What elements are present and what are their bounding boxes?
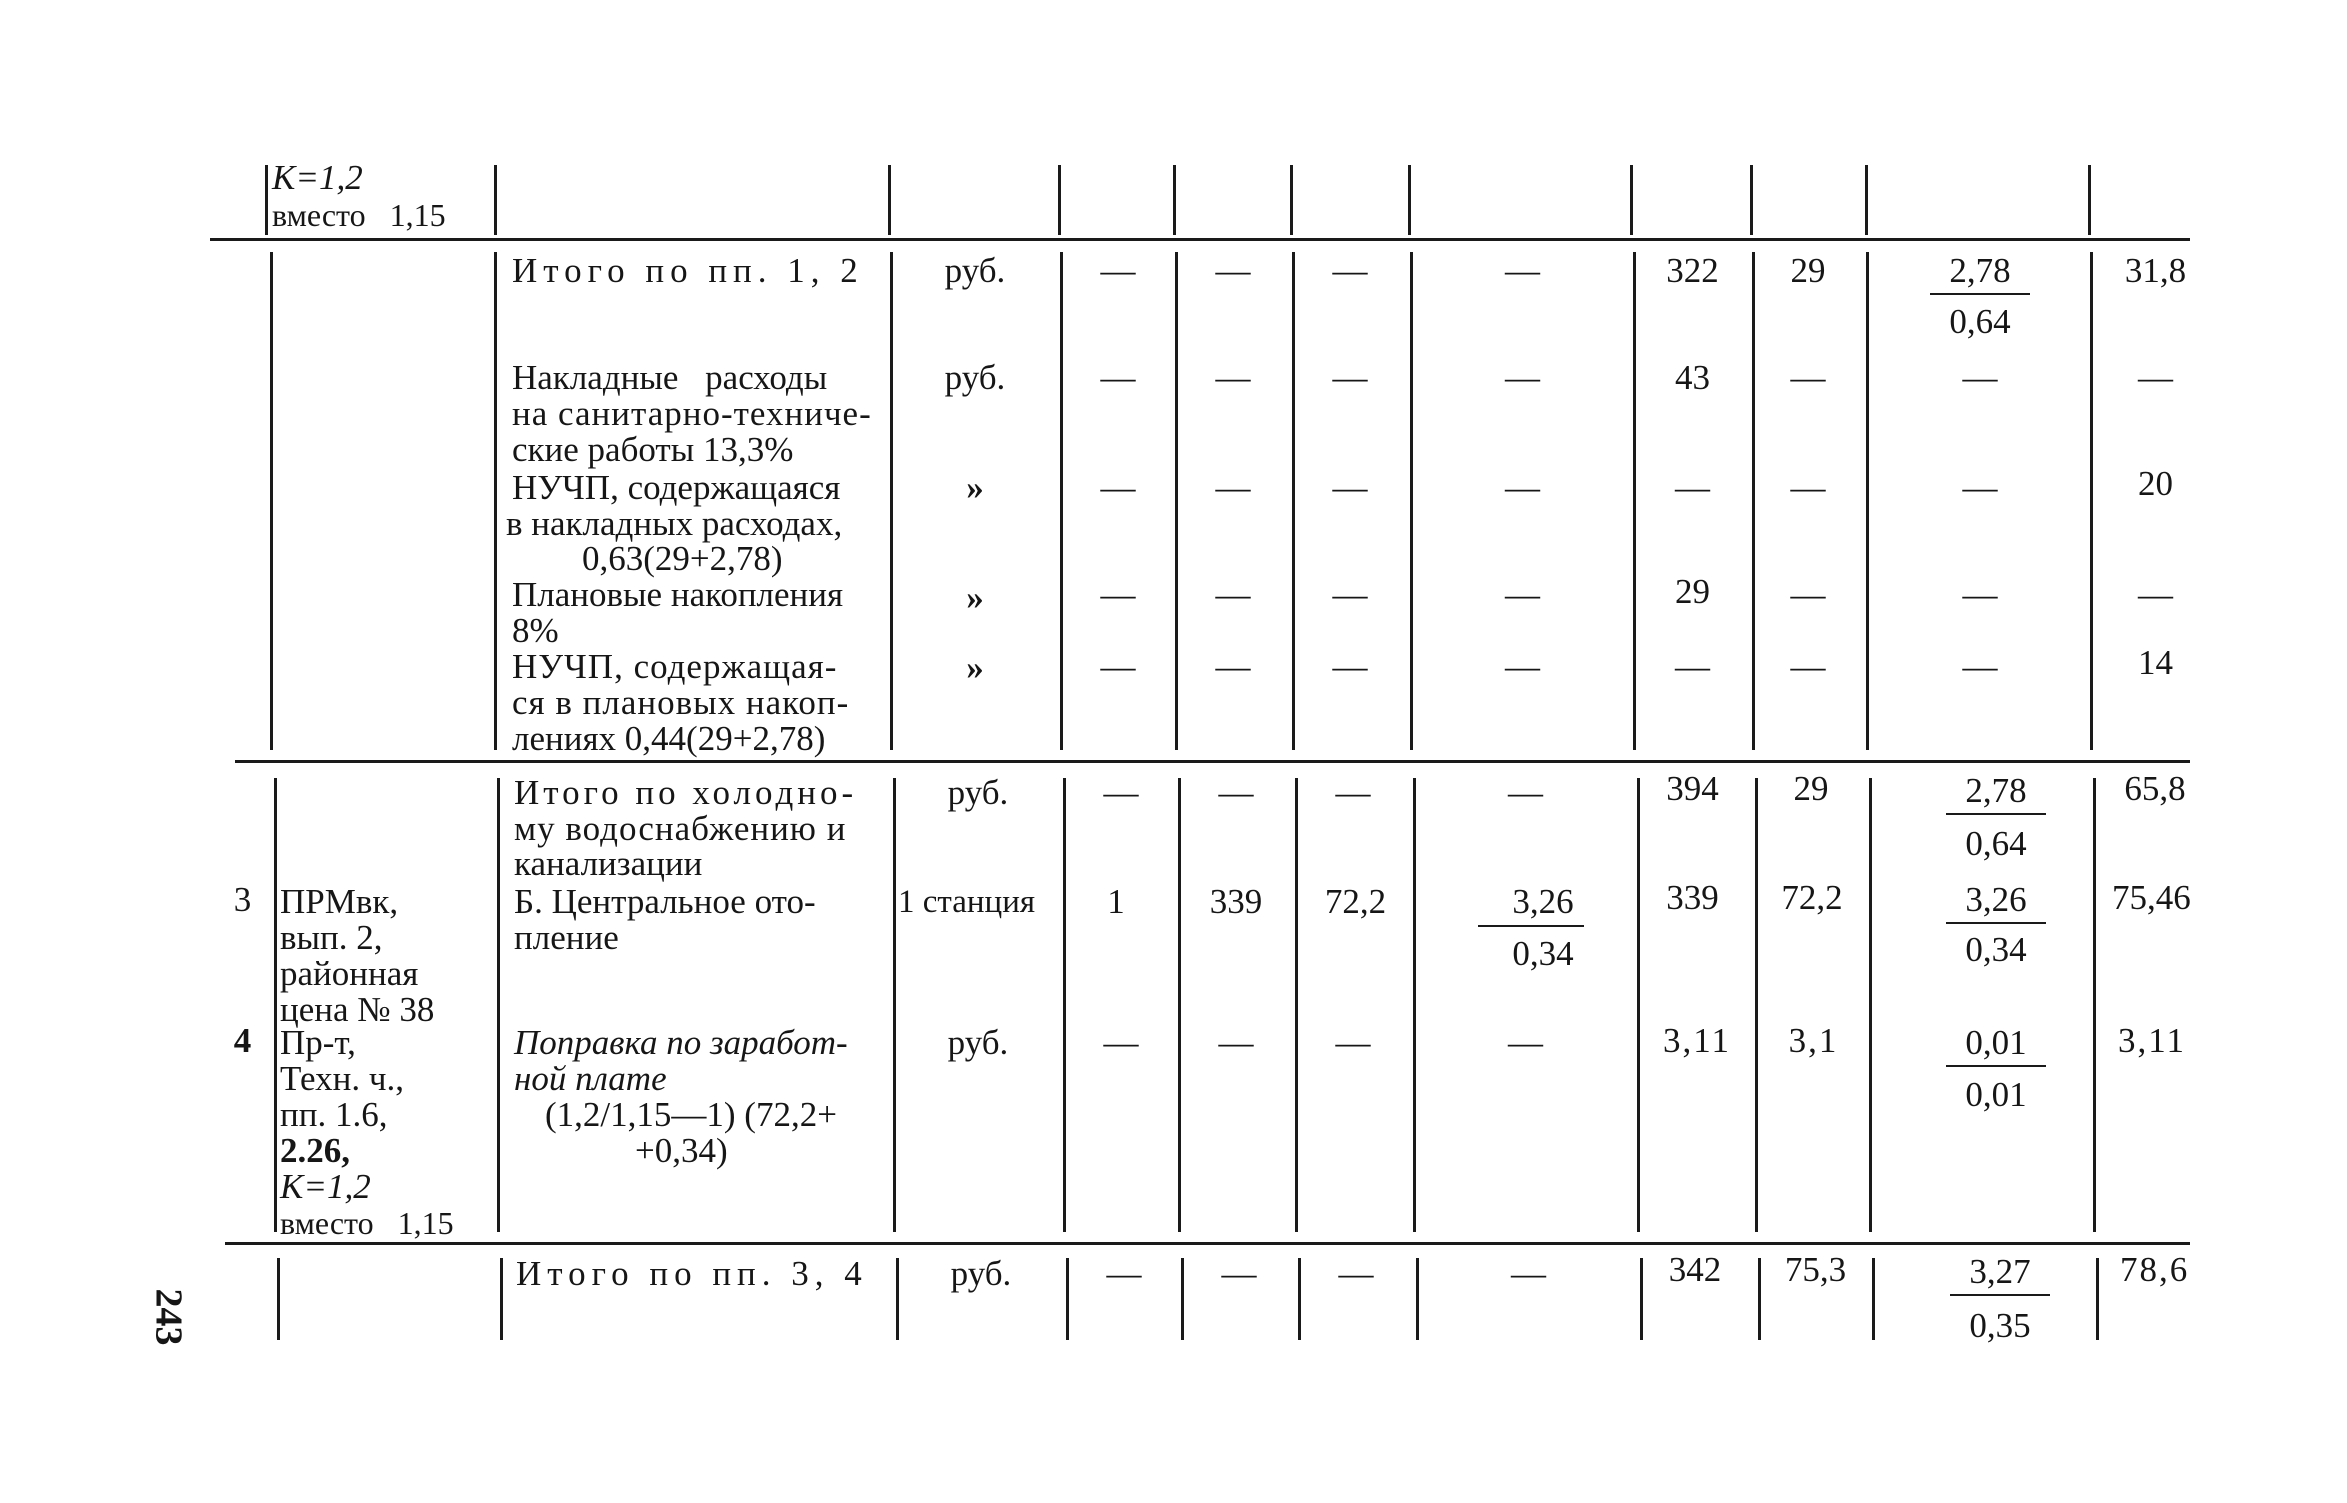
planned-savings-col5: — <box>1100 575 1136 614</box>
planned-savings-line2: 8% <box>512 611 559 650</box>
col-line <box>2093 778 2096 1232</box>
total-1-2-col9: 322 <box>1666 251 1719 290</box>
row4-col11-denominator: 0,01 <box>1965 1075 2027 1114</box>
row3-basis-line4: цена № 38 <box>280 990 435 1029</box>
col-line <box>1066 1258 1069 1340</box>
row4-basis-line3: пп. 1.6, <box>280 1095 388 1134</box>
nuchp-savings-unit: » <box>966 648 984 687</box>
row3-col11-numerator: 3,26 <box>1965 880 2027 919</box>
col-line <box>1295 778 1298 1232</box>
row3-qty: 1 <box>1107 882 1125 921</box>
total-3-4-label: Итого по пп. 3, 4 <box>516 1254 868 1293</box>
total-3-4-col9: 342 <box>1668 1250 1722 1289</box>
nuchp-savings-col6: — <box>1215 647 1251 686</box>
total-1-2-col7: — <box>1332 251 1368 290</box>
page-number: 243 <box>147 1288 190 1346</box>
total-1-2-col10: 29 <box>1790 251 1826 290</box>
row4-name-line1: Поправка по заработ- <box>514 1023 848 1062</box>
overhead-col10: — <box>1790 358 1826 397</box>
water-total-unit: руб. <box>947 773 1009 812</box>
nuchp-savings-line3: лениях 0,44(29+2,78) <box>512 719 826 758</box>
overhead-col11: — <box>1962 358 1998 397</box>
col-line <box>1752 252 1755 750</box>
col-line <box>1872 1258 1875 1340</box>
row4-col9: 3,11 <box>1663 1021 1731 1060</box>
total-3-4-col11-denominator: 0,35 <box>1969 1306 2031 1345</box>
col-line <box>1630 165 1633 235</box>
row4-col8: — <box>1508 1023 1543 1062</box>
col-line <box>1413 778 1416 1232</box>
total-1-2-unit: руб. <box>944 251 1006 290</box>
col-line <box>1063 778 1066 1232</box>
nuchp-savings-col8: — <box>1505 647 1540 686</box>
row3-col6: 339 <box>1209 882 1263 921</box>
total-3-4-col12: 78,6 <box>2120 1250 2190 1289</box>
overhead-col8: — <box>1505 358 1540 397</box>
row4-unit: руб. <box>947 1023 1009 1062</box>
row3-unit: 1 станция <box>898 884 1036 920</box>
row4-col10: 3,1 <box>1788 1021 1839 1060</box>
water-total-col5: — <box>1103 773 1139 812</box>
total-1-2-col12: 31,8 <box>2124 251 2187 290</box>
nuchp-savings-col5: — <box>1100 647 1136 686</box>
col-line <box>494 252 497 750</box>
total-1-2-label: Итого по пп. 1, 2 <box>512 251 864 290</box>
col-line <box>1640 1258 1643 1340</box>
nuchp-savings-col12: 14 <box>2138 643 2173 682</box>
row4-col7: — <box>1335 1023 1371 1062</box>
fraction-bar <box>1946 922 2046 924</box>
col-line <box>888 165 891 235</box>
overhead-col7: — <box>1332 358 1368 397</box>
col-line <box>1869 778 1872 1232</box>
nuchp-overhead-col7: — <box>1332 468 1368 507</box>
col-line <box>896 1258 899 1340</box>
nuchp-overhead-col10: — <box>1790 468 1826 507</box>
water-total-col11-numerator: 2,78 <box>1965 771 2027 810</box>
planned-savings-col9: 29 <box>1675 572 1710 611</box>
planned-savings-col6: — <box>1215 575 1251 614</box>
row3-col11-denominator: 0,34 <box>1965 930 2027 969</box>
col-line <box>1416 1258 1419 1340</box>
row4-basis-line6: вместо 1,15 <box>280 1205 454 1241</box>
row3-col7: 72,2 <box>1324 882 1387 921</box>
water-total-col6: — <box>1218 773 1254 812</box>
nuchp-overhead-col11: — <box>1962 468 1998 507</box>
planned-savings-col8: — <box>1505 575 1540 614</box>
nuchp-savings-line1: НУЧП, содержащая- <box>512 647 838 686</box>
overhead-label-line2: на санитарно-техниче- <box>512 394 872 433</box>
planned-savings-col11: — <box>1962 575 1998 614</box>
overhead-label-line3: ские работы 13,3% <box>512 430 794 469</box>
row3-basis-line1: ПРМвк, <box>280 882 399 921</box>
overhead-col9: 43 <box>1675 358 1710 397</box>
col-line <box>1410 252 1413 750</box>
water-total-col11-denominator: 0,64 <box>1965 824 2027 863</box>
total-1-2-col11-denominator: 0,64 <box>1949 302 2011 341</box>
row3-number: 3 <box>233 880 252 919</box>
nuchp-overhead-line1: НУЧП, содержащаяся <box>512 468 841 507</box>
total-3-4-col6: — <box>1221 1254 1257 1293</box>
planned-savings-col7: — <box>1332 575 1368 614</box>
rule-mid1 <box>235 760 2190 763</box>
total-1-2-col6: — <box>1215 251 1251 290</box>
planned-savings-col12: — <box>2138 575 2173 614</box>
overhead-col6: — <box>1215 358 1251 397</box>
col-line <box>1058 165 1061 235</box>
nuchp-overhead-line2: в накладных расходах, <box>506 504 843 543</box>
col-line <box>274 778 277 1232</box>
carry-k-value: K=1,2 <box>272 158 363 197</box>
row4-col6: — <box>1218 1023 1254 1062</box>
col-line <box>1292 252 1295 750</box>
col-line <box>497 778 500 1232</box>
col-line <box>890 252 893 750</box>
col-line <box>893 778 896 1232</box>
col-line <box>1637 778 1640 1232</box>
col-line <box>1173 165 1176 235</box>
row3-name-line1: Б. Центральное ото- <box>514 882 816 921</box>
rule-top <box>210 238 2190 241</box>
col-line <box>1298 1258 1301 1340</box>
row4-name-line2: ной плате <box>514 1059 667 1098</box>
col-line <box>1755 778 1758 1232</box>
total-3-4-col8: — <box>1511 1254 1546 1293</box>
planned-savings-unit: » <box>966 578 984 617</box>
row3-basis-line2: вып. 2, <box>280 918 383 957</box>
water-total-line1: Итого по холодно- <box>514 773 858 812</box>
fraction-bar <box>1478 925 1584 927</box>
nuchp-overhead-unit: » <box>966 468 984 507</box>
row4-basis-line1: Пр-т, <box>280 1023 356 1062</box>
nuchp-savings-col9: — <box>1675 647 1710 686</box>
col-line <box>1633 252 1636 750</box>
col-line <box>277 1258 280 1340</box>
water-total-col12: 65,8 <box>2124 769 2186 808</box>
row4-name-line4: +0,34) <box>635 1131 728 1170</box>
nuchp-savings-col10: — <box>1790 647 1826 686</box>
water-total-col8: — <box>1508 773 1543 812</box>
fraction-bar <box>1950 1294 2050 1296</box>
nuchp-savings-col11: — <box>1962 647 1998 686</box>
nuchp-overhead-col12: 20 <box>2138 464 2173 503</box>
row4-number: 4 <box>233 1021 252 1060</box>
col-line <box>1408 165 1411 235</box>
total-3-4-unit: руб. <box>950 1254 1012 1293</box>
rule-mid2 <box>225 1242 2190 1245</box>
total-3-4-col10: 75,3 <box>1784 1250 1847 1289</box>
water-total-col9: 394 <box>1666 769 1719 808</box>
col-line <box>1178 778 1181 1232</box>
row3-col12: 75,46 <box>2112 878 2191 917</box>
row4-col11-numerator: 0,01 <box>1965 1023 2027 1062</box>
row4-col5: — <box>1103 1023 1139 1062</box>
row4-basis-line5: K=1,2 <box>280 1167 371 1206</box>
total-1-2-col8: — <box>1505 251 1540 290</box>
nuchp-overhead-col5: — <box>1100 468 1136 507</box>
overhead-unit: руб. <box>944 358 1006 397</box>
col-line <box>2096 1258 2099 1340</box>
col-line <box>1290 165 1293 235</box>
col-line <box>1758 1258 1761 1340</box>
row4-col12: 3,11 <box>2118 1021 2186 1060</box>
overhead-col5: — <box>1100 358 1136 397</box>
total-1-2-col5: — <box>1100 251 1136 290</box>
col-line <box>500 1258 503 1340</box>
row4-name-line3: (1,2/1,15—1) (72,2+ <box>545 1095 837 1134</box>
col-line <box>1181 1258 1184 1340</box>
row3-name-line2: пление <box>514 918 619 957</box>
col-line <box>2088 165 2091 235</box>
water-total-col7: — <box>1335 773 1371 812</box>
nuchp-savings-col7: — <box>1332 647 1368 686</box>
water-total-line3: канализации <box>514 844 703 883</box>
row4-basis-line2: Техн. ч., <box>280 1059 404 1098</box>
row3-basis-line3: районная <box>280 954 419 993</box>
total-3-4-col11-numerator: 3,27 <box>1969 1252 2031 1291</box>
planned-savings-col10: — <box>1790 575 1826 614</box>
col-line <box>494 165 497 235</box>
fraction-bar <box>1946 813 2046 815</box>
col-line <box>265 165 268 235</box>
nuchp-overhead-col6: — <box>1215 468 1251 507</box>
row3-col9: 339 <box>1666 878 1719 917</box>
col-line <box>1865 165 1868 235</box>
col-line <box>1060 252 1063 750</box>
water-total-line2: му водоснабжению и <box>514 809 847 848</box>
col-line <box>2090 252 2093 750</box>
total-3-4-col5: — <box>1106 1254 1142 1293</box>
col-line <box>1750 165 1753 235</box>
row3-col10: 72,2 <box>1781 878 1843 917</box>
row3-col8-denominator: 0,34 <box>1512 934 1574 973</box>
col-line <box>270 252 273 750</box>
total-3-4-col7: — <box>1338 1254 1374 1293</box>
water-total-col10: 29 <box>1793 769 1829 808</box>
nuchp-overhead-col8: — <box>1505 468 1540 507</box>
nuchp-savings-line2: ся в плановых накоп- <box>512 683 850 722</box>
nuchp-overhead-col9: — <box>1675 468 1710 507</box>
overhead-col12: — <box>2138 358 2173 397</box>
fraction-bar <box>1930 293 2030 295</box>
fraction-bar <box>1946 1065 2046 1067</box>
carry-instead-text: вместо 1,15 <box>272 197 446 233</box>
overhead-label-line1: Накладные расходы <box>512 358 828 397</box>
row3-col8-numerator: 3,26 <box>1512 882 1574 921</box>
planned-savings-line1: Плановые накопления <box>512 575 844 614</box>
col-line <box>1866 252 1869 750</box>
row4-basis-line4: 2.26, <box>280 1131 350 1170</box>
nuchp-overhead-line3: 0,63(29+2,78) <box>582 539 783 578</box>
col-line <box>1175 252 1178 750</box>
total-1-2-col11-numerator: 2,78 <box>1949 251 2011 290</box>
